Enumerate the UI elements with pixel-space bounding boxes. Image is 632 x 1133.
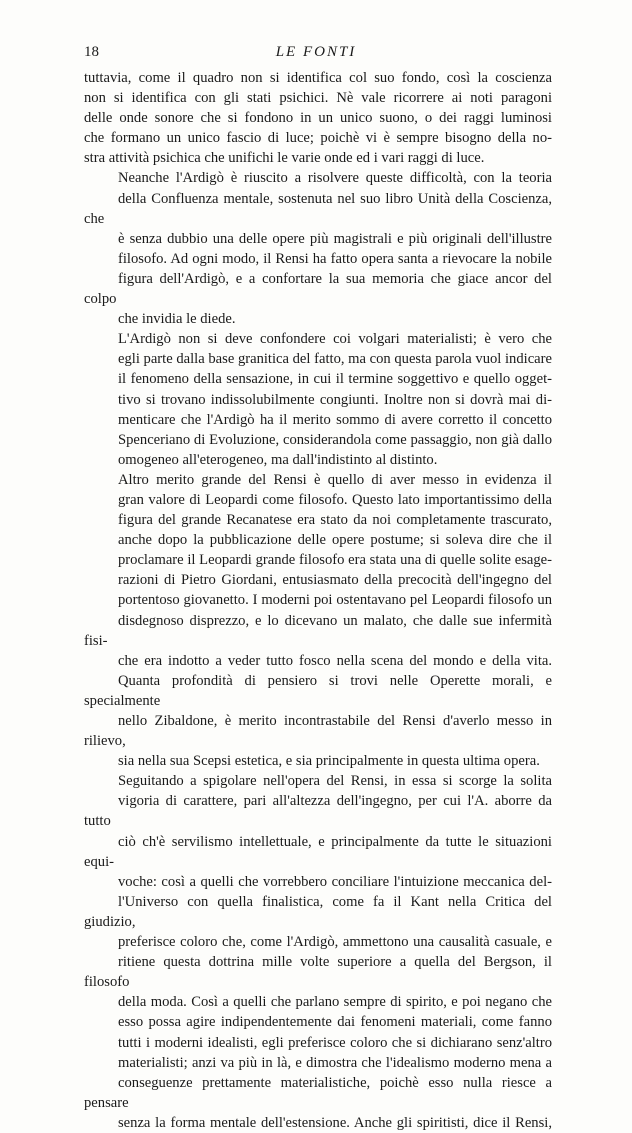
text-line: tuttavia, come il quadro non si identifica col suo fondo, così la coscienza bbox=[84, 70, 552, 86]
text-line: esso possa agire indipendentemente dai fenomeni materiali, come fanno bbox=[118, 1014, 552, 1031]
page-number: 18 bbox=[84, 44, 99, 60]
paragraph bbox=[84, 168, 552, 329]
text-line: è senza dubbio una delle opere più magistrali e più originali dell'illustre bbox=[118, 230, 552, 247]
text-line: vigoria di carattere, pari all'altezza dell'ingegno, per cui l'A. aborre da tutto bbox=[84, 793, 552, 830]
text-line: preferisce coloro che, come l'Ardigò, ammettono una causalità casuale, e bbox=[118, 934, 552, 951]
text-line: della moda. Così a quelli che parlano sempre di spirito, e poi negano che bbox=[118, 994, 552, 1011]
text-line: Neanche l'Ardigò è riuscito a risolvere queste difficoltà, con la teoria bbox=[118, 170, 552, 187]
paragraph bbox=[84, 329, 552, 470]
text-line: che invidia le diede. bbox=[118, 311, 236, 328]
text-line: non si identifica con gli stati psichici. Nè vale ricorrere ai noti paragoni bbox=[84, 90, 552, 107]
text-line: sia nella sua Scepsi estetica, e sia principalmente in questa ultima opera. bbox=[118, 753, 540, 770]
paragraph bbox=[84, 771, 552, 1133]
paragraph bbox=[84, 68, 552, 168]
text-line: tivo si trovano indissolubilmente congiunti. Inoltre non si dovrà mai di- bbox=[118, 391, 552, 408]
text-line: disdegnoso disprezzo, e lo dicevano un malato, che dalle sue infermità fisi- bbox=[84, 612, 552, 649]
text-line: razioni di Pietro Giordani, entusiasmato della precocità dell'ingegno del bbox=[118, 572, 552, 589]
text-line: nello Zibaldone, è merito incontrastabile del Rensi d'averlo messo in rilievo, bbox=[84, 713, 552, 750]
text-line: tutti i moderni idealisti, egli preferisce coloro che si dichiarano senz'altro bbox=[118, 1034, 552, 1051]
text-line: L'Ardigò non si deve confondere coi volgari materialisti; è vero che bbox=[118, 331, 552, 348]
text-line: Quanta profondità di pensiero si trovi nelle Operette morali, e specialmente bbox=[84, 672, 552, 709]
running-title: LE FONTI bbox=[275, 44, 357, 60]
text-line: proclamare il Leopardi grande filosofo era stata una di quelle solite esage- bbox=[118, 552, 552, 569]
text-line: portentoso giovanetto. I moderni poi ostentavano pel Leopardi filosofo un bbox=[118, 592, 552, 609]
page-header bbox=[84, 44, 548, 64]
text-line: che era indotto a veder tutto fosco nella scena del mondo e della vita. bbox=[118, 652, 552, 669]
text-line: ritiene questa dottrina mille volte superiore a quella del Bergson, il filosofo bbox=[84, 954, 552, 991]
paragraph bbox=[84, 470, 552, 771]
text-line: Altro merito grande del Rensi è quello di aver messo in evidenza il bbox=[118, 471, 552, 488]
text-line: il fenomeno della sensazione, in cui il termine soggettivo e quello ogget- bbox=[118, 371, 552, 388]
text-line: della Confluenza mentale, sostenuta nel suo libro Unità della Coscienza, che bbox=[84, 190, 552, 227]
text-line: materialisti; anzi va più in là, e dimostra che l'idealismo moderno mena a bbox=[118, 1054, 552, 1071]
text-line: ciò ch'è servilismo intellettuale, e principalmente da tutte le situazioni equi- bbox=[84, 833, 552, 870]
text-line: Spenceriano di Evoluzione, considerandola come passaggio, non già dallo bbox=[118, 431, 552, 448]
text-line: filosofo. Ad ogni modo, il Rensi ha fatto opera santa a rievocare la nobile bbox=[118, 250, 552, 267]
text-line: delle onde sonore che si fondono in un unico suono, o dei raggi luminosi bbox=[84, 110, 552, 127]
text-line: che formano un unico fascio di luce; poichè vi è sempre bisogno della no- bbox=[84, 130, 552, 147]
text-line: egli parte dalla base granitica del fatto, ma con questa parola vuol indicare bbox=[118, 351, 552, 368]
text-line: senza la forma mentale dell'estensione. Anche gli spiritisti, dice il Rensi, bbox=[118, 1114, 552, 1131]
text-line: Seguitando a spigolare nell'opera del Rensi, in essa si scorge la solita bbox=[118, 773, 552, 790]
text-line: l'Universo con quella finalistica, come fa il Kant nella Critica del giudizio, bbox=[84, 893, 552, 930]
text-line: menticare che l'Ardigò ha il merito sommo di avere corretto il concetto bbox=[118, 411, 552, 428]
text-line: conseguenze prettamente materialistiche, poichè esso nulla riesce a pensare bbox=[84, 1074, 552, 1111]
text-line: voche: così a quelli che vorrebbero conciliare l'intuizione meccanica del- bbox=[118, 873, 552, 890]
body-text bbox=[84, 68, 552, 1133]
text-line: figura del grande Recanatese era stato da noi completamente trascurato, bbox=[118, 512, 552, 529]
text-line: stra attività psichica che unifichi le varie onde ed i vari raggi di luce. bbox=[84, 150, 485, 167]
text-line: gran valore di Leopardi come filosofo. Questo lato importantissimo della bbox=[118, 491, 552, 508]
text-line: figura dell'Ardigò, e a confortare la sua memoria che giace ancor del colpo bbox=[84, 270, 552, 308]
text-line: anche dopo la pubblicazione delle opere postume; si soleva dire che il bbox=[118, 532, 552, 549]
text-line: omogeneo all'eterogeneo, ma dall'indistinto al distinto. bbox=[118, 451, 438, 468]
